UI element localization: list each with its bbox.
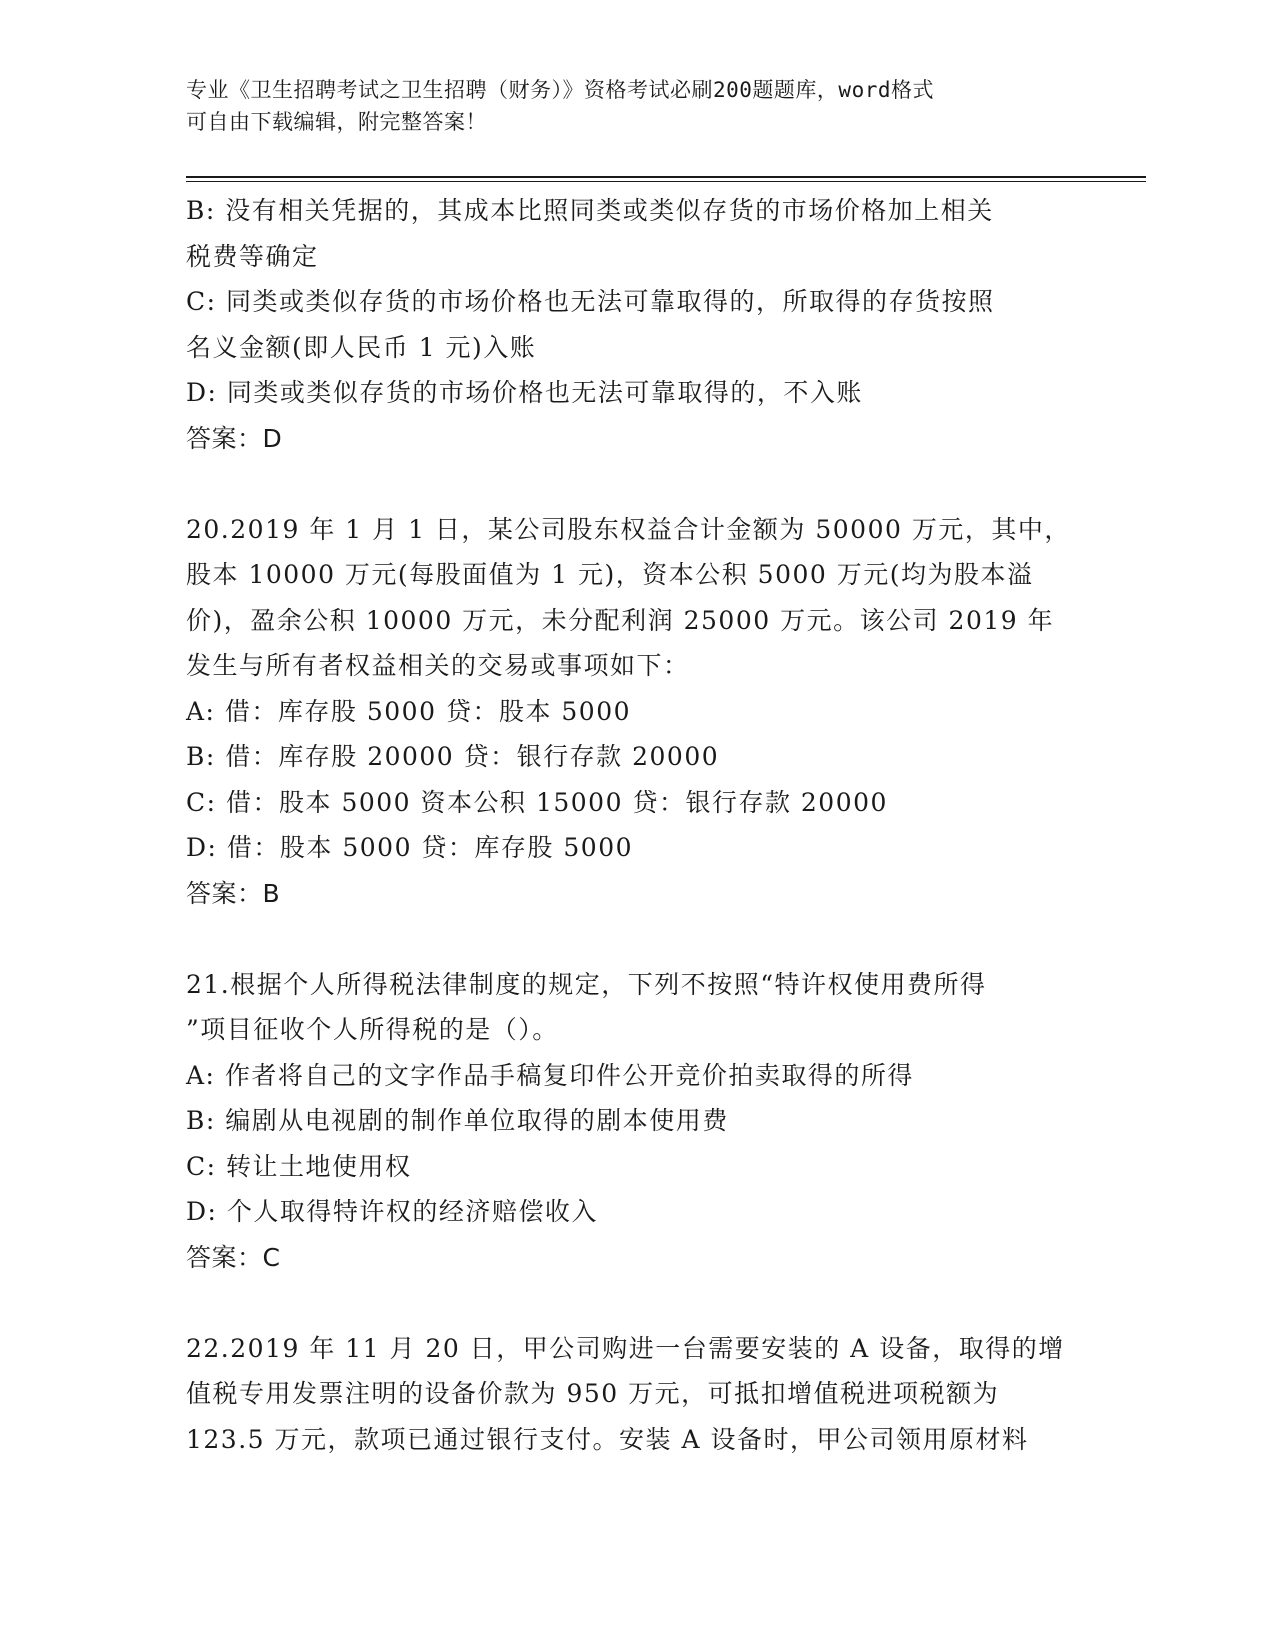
q19-option-c-line-1: C: 同类或类似存货的市场价格也无法可靠取得的，所取得的存货按照 bbox=[186, 287, 995, 316]
header-title-line-2: 可自由下载编辑，附完整答案！ bbox=[186, 110, 487, 134]
q19-answer: 答案：D bbox=[186, 423, 283, 453]
q21-stem-line-1: 21.根据个人所得税法律制度的规定，下列不按照“特许权使用费所得 bbox=[186, 969, 987, 999]
q19-option-c-line-2: 名义金额(即人民币 1 元)入账 bbox=[186, 332, 537, 362]
spacer bbox=[186, 461, 1076, 507]
question-19-continued bbox=[186, 188, 1076, 461]
q21-option-d: D: 个人取得特许权的经济赔偿收入 bbox=[186, 1197, 598, 1226]
question-21 bbox=[186, 962, 1076, 1281]
q20-stem-line-2: 股本 10000 万元(每股面值为 1 元)，资本公积 5000 万元(均为股本溢 bbox=[186, 560, 1034, 589]
q20-stem-line-4: 发生与所有者权益相关的交易或事项如下： bbox=[186, 651, 690, 680]
spacer bbox=[186, 916, 1076, 962]
q20-answer: 答案：B bbox=[186, 878, 281, 908]
q19-option-b-line-1: B: 没有相关凭据的，其成本比照同类或类似存货的市场价格加上相关 bbox=[186, 196, 994, 225]
q22-stem-line-3: 123.5 万元，款项已通过银行支付。安装 A 设备时，甲公司领用原材料 bbox=[186, 1424, 1029, 1454]
header-divider-thick bbox=[186, 176, 1146, 178]
q22-stem-line-2: 值税专用发票注明的设备价款为 950 万元，可抵扣增值税进项税额为 bbox=[186, 1379, 1000, 1408]
q19-option-b-line-2: 税费等确定 bbox=[186, 241, 319, 271]
q20-stem-line-1: 20.2019 年 1 月 1 日，某公司股东权益合计金额为 50000 万元，其中， bbox=[186, 514, 1071, 544]
q22-stem-line-1: 22.2019 年 11 月 20 日，甲公司购进一台需要安装的 A 设备，取得的增 bbox=[186, 1333, 1065, 1363]
header-title-line-1: 专业《卫生招聘考试之卫生招聘（财务）》资格考试必刷200题题库，word格式 bbox=[186, 78, 934, 102]
question-22 bbox=[186, 1326, 1076, 1463]
q21-option-a: A: 作者将自己的文字作品手稿复印件公开竞价拍卖取得的所得 bbox=[186, 1060, 914, 1090]
q20-stem-line-3: 价)，盈余公积 10000 万元，未分配利润 25000 万元。该公司 2019 年 bbox=[186, 605, 1055, 635]
q19-option-d: D: 同类或类似存货的市场价格也无法可靠取得的，不入账 bbox=[186, 378, 863, 407]
header-divider-thin bbox=[186, 181, 1146, 182]
q20-option-b: B: 借：库存股 20000 贷：银行存款 20000 bbox=[186, 742, 720, 771]
q20-option-a: A: 借：库存股 5000 贷：股本 5000 bbox=[186, 696, 632, 726]
page-header bbox=[186, 74, 1066, 138]
q21-option-c: C: 转让土地使用权 bbox=[186, 1151, 412, 1181]
document-body bbox=[186, 188, 1076, 1462]
q20-option-c: C: 借：股本 5000 资本公积 15000 贷：银行存款 20000 bbox=[186, 787, 888, 817]
question-20 bbox=[186, 507, 1076, 917]
q21-option-b: B: 编剧从电视剧的制作单位取得的剧本使用费 bbox=[186, 1106, 729, 1135]
q21-stem-line-2: ”项目征收个人所得税的是（）。 bbox=[186, 1015, 559, 1044]
spacer bbox=[186, 1280, 1076, 1326]
q20-option-d: D: 借：股本 5000 贷：库存股 5000 bbox=[186, 833, 634, 862]
q21-answer: 答案：C bbox=[186, 1242, 281, 1272]
